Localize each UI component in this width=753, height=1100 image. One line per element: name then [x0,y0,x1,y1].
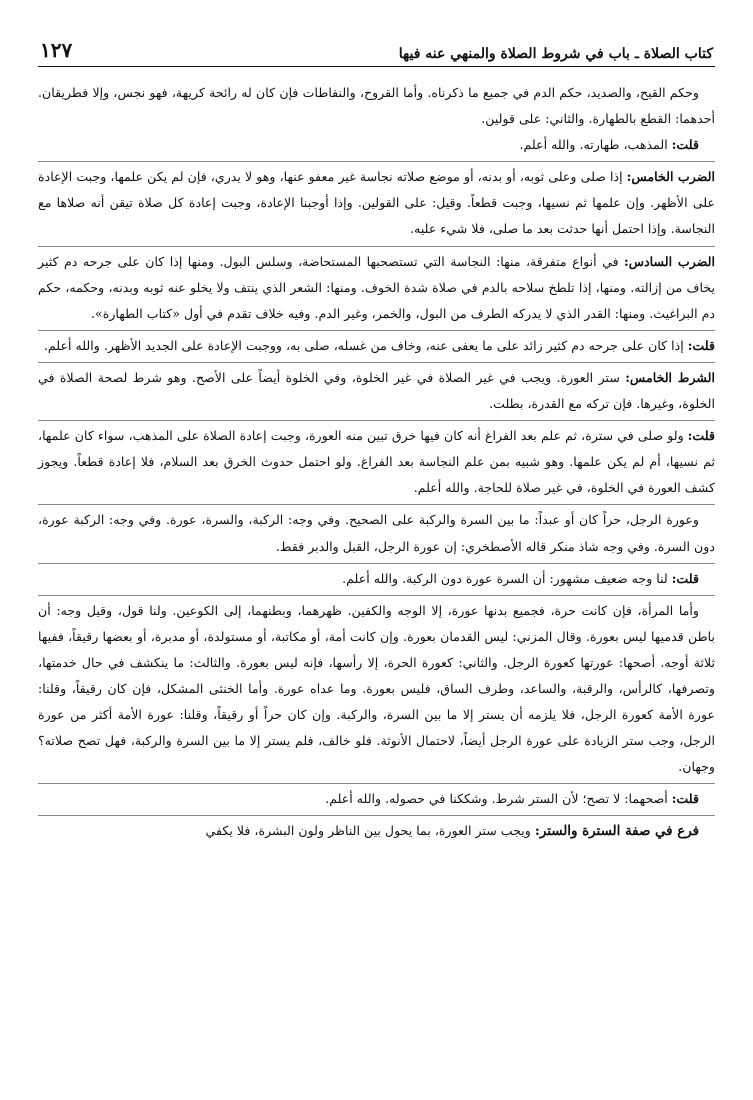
paragraph-text: ستر العورة. ويجب في غير الصلاة في غير الخلوة، وفي الخلوة أيضاً على الأصح. وهو شرط لصحة الصلاة في الخلوة، وغيرها. فإن تركه مع القدرة، بطلت. [38,369,715,412]
paragraph-lead: قلت: [671,791,699,807]
paragraph-p4 [38,249,715,327]
paragraph-lead: الشرط الخامس: [625,369,715,385]
paragraph-p6 [38,365,715,417]
paragraph-lead: قلت: [671,570,699,586]
paragraph-p3 [38,164,715,242]
running-title: كتاب الصلاة ـ باب في شروط الصلاة والمنهي عنه فيها [398,46,713,62]
paragraph-divider [38,783,715,784]
paragraph-divider [38,362,715,363]
page-header [40,30,713,62]
paragraph-lead: قلت: [671,137,699,153]
paragraph-text: ولو صلى في سترة، ثم علم بعد الفراغ أنه كان فيها خرق تبين منه العورة، وجبت إعادة الصلاة على المذهب، سواء كان علمها، ثم نسيها، أم لم يكن علمها. وهو شبيه بمن علم النجاسة بعد الفراغ. ولو احتمل حدوث الخرق بعد السلام، فلا إعادة قطعاً. ويجوز كشف العورة في الخلوة، في غير صلاة للحاجة. والله أعلم. [38,428,715,496]
paragraph-text: في أنواع متفرقة، منها: النجاسة التي تستصحبها المستحاضة، وسلس البول. ومنها إذا كان على جرحه دم كثير يخاف من إزالته. ومنها، إذا تلطخ سلاحه بالدم في صلاة شدة الخوف. ومنها: الشعر الذي ينتف ولا يخلو عنه ثوبه وبدنه، وحكمه، حكم دم البراغيث. ومنها: القدر الذي لا يدركه الطرف من البول، والخمر، وغير الدم. وفيه خلاف تقدم في أول «كتاب الطهارة». [38,253,715,321]
paragraph-text: أصحهما: لا تصح؛ لأن الستر شرط. وشككنا في حصوله. والله أعلم. [325,791,672,807]
paragraph-divider [38,246,715,247]
paragraph-p9 [38,566,715,592]
header-rule [38,66,715,67]
paragraph-p1 [38,80,715,132]
page-body [38,80,715,845]
paragraph-text: ويجب ستر العورة، بما يحول بين الناظر ولون البشرة، فلا يكفي [205,823,535,839]
paragraph-lead: قلت: [687,337,715,353]
paragraph-text: المذهب، طهارته. والله أعلم. [519,137,672,153]
section-heading: فرع في صفة السترة والستر: [534,823,699,840]
paragraph-p11 [38,786,715,812]
paragraph-divider [38,595,715,596]
paragraph-lead: قلت: [687,428,715,444]
paragraph-lead: الضرب السادس: [624,253,715,269]
paragraph-p2 [38,132,715,158]
paragraph-p5 [38,333,715,359]
paragraph-lead: الضرب الخامس: [626,169,715,185]
paragraph-divider [38,815,715,816]
paragraph-divider [38,330,715,331]
paragraph-divider [38,161,715,162]
paragraph-text: وعورة الرجل، حراً كان أو عبداً: ما بين السرة والركبة على الصحيح. وفي وجه: الركبة، والسرة، عورة. وفي وجه: الركبة عورة، دون السرة. وفي وجه شاذ منكر قاله الأصطخري: إن عورة الرجل، القبل والدبر فقط. [38,512,715,554]
paragraph-text: لنا وجه ضعيف مشهور: أن السرة عورة دون الركبة. والله أعلم. [342,570,672,586]
paragraph-p10 [38,598,715,781]
paragraph-divider [38,504,715,505]
paragraph-text: إذا كان على جرحه دم كثير زائد على ما يعفى عنه، وخاف من غسله، صلى به، ووجبت الإعادة على الجديد الأظهر. والله أعلم. [43,337,688,353]
paragraph-text: وأما المرأة، فإن كانت حرة، فجميع بدنها عورة، إلا الوجه والكفين. ظهرهما، وبطنهما، إلى الكوعين. ولنا قول، وقيل وجه: أن باطن قدميها ليس بعورة. وقال المزني: ليس القدمان بعورة. وإن كانت أمة، أو مكاتبة، أو مستولدة، أو مدبرة، أو بعضها رقيقاً، ففيها ثلاثة أوجه. أصحها: عورتها كعورة الرجل. والثاني: كعورة الحرة، إلا رأسها، فإنه ليس بعورة. والثالث: ما ينكشف في حال خدمتها، وتصرفها، كالرأس، والرقبة، والساعد، وطرف الساق، فليس بعورة. وما عداه عورة. وأما الخنثى المشكل، فإن كان رقيقاً، وقلنا: عورة الأمة كعورة الرجل، فلا يلزمه أن يستر إلا ما بين السرة، والركبة. وإن كان حراً أو رقيقاً، وقلنا: عورة الأمة أكثر من عورة الرجل، وجب ستر الزيادة على عورة الرجل أيضاً، لاحتمال الأنوثة. فلو خالف، فلم يستر إلا ما بين السرة والركبة، فهل تصح صلاته؟ وجهان. [38,602,716,775]
paragraph-text: وحكم القيح، والصديد، حكم الدم في جميع ما ذكرناه. وأما القروح، والنفاطات فإن كان له رائحة كريهة، فهو نجس، وإلا فطريقان. أحدهما: القطع بالطهارة. والثاني: على قولين. [38,85,715,127]
paragraph-p7 [38,423,715,501]
paragraph-text: إذا صلى وعلى ثوبه، أو بدنه، أو موضع صلاته نجاسة غير معفو عنها، وهو لا يدري، فإن لم يكن علمها، وجبت الإعادة على الأظهر. وإن علمها ثم نسيها، وجبت قطعاً. وقيل: على القولين. وإذا أوجبنا الإعادة، وجبت إعادة كل صلاة تيقن أنه صلاها مع النجاسة. وإذا احتمل أنها حدثت بعد ما صلى، فلا شيء عليه. [38,169,715,237]
page-number: ١٢٧ [40,38,73,62]
paragraph-divider [38,420,715,421]
paragraph-divider [38,563,715,564]
paragraph-p8 [38,507,715,559]
paragraph-p12 [38,818,715,844]
